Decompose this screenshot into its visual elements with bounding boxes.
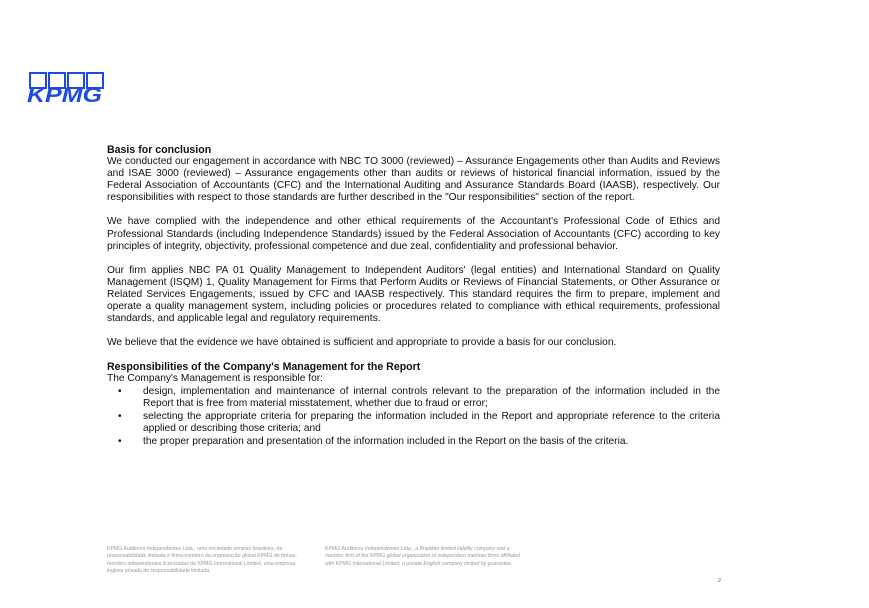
list-item — [107, 386, 720, 410]
section-heading-basis: Basis for conclusion — [107, 144, 212, 156]
bullet-icon: • — [118, 435, 122, 447]
bullet-icon: • — [118, 385, 122, 397]
bullet-icon: • — [118, 410, 122, 422]
responsibilities-intro: The Company's Management is responsible for: — [107, 373, 323, 385]
list-item-text: the proper preparation and presentation of the information included in the Report on the basis of the criteria. — [143, 435, 629, 447]
paragraph-independence: We have complied with the independence and other ethical requirements of the Accountant's Professional Code of Ethics and Professional Standards (including Independence Standards) issued by the Federal Association of Accountants (CFC) according to key principles of integrity, objectivity, professional competence and due zeal, confidentiality and professional behavior. — [107, 216, 720, 252]
paragraph-engagement: We conducted our engagement in accordance with NBC TO 3000 (reviewed) – Assurance Engagements other than Audits and Reviews and ISAE 3000 (reviewed) – Assurance engagements other than audits or reviews of historical financial information, issued by the Federal Association of Accountants (CFC) and the International Auditing and Assurance Standards Board (IAASB), respectively. Our responsibilities with respect to those standards are further described in the "Our responsibilities" section of the report. — [107, 156, 720, 204]
list-item-text: design, implementation and maintenance of internal controls relevant to the preparation of the information included in the Report that is free from material misstatement, whether due to fraud or error; — [143, 385, 720, 409]
footer-legal-english: KPMG Auditores Independentes Ltda., a Brazilian limited liability company and a member firm of the KPMG global organization of independent member firms affiliated with KPMG International Limited, a private English company limited by guarantee. — [325, 546, 520, 567]
section-heading-responsibilities: Responsibilities of the Company's Management for the Report — [107, 361, 421, 374]
kpmg-logo-text: KPMG — [27, 84, 102, 104]
paragraph-evidence: We believe that the evidence we have obtained is sufficient and appropriate to provide a basis for our conclusion. — [107, 337, 617, 349]
list-item — [107, 436, 720, 448]
responsibilities-list — [107, 386, 720, 448]
report-body — [107, 144, 720, 449]
kpmg-logo — [26, 72, 106, 104]
footer-legal-portuguese: KPMG Auditores Independentes Ltda., uma sociedade simples brasileira, de responsabilidade limitada e firma-membro da organização global KPMG de firmas-membro independentes licenciadas da KPMG International Limited, uma empresa inglesa privada de responsabilidade limitada. — [107, 546, 298, 575]
page-number: 2 — [717, 578, 721, 584]
list-item — [107, 411, 720, 435]
paragraph-quality-management: Our firm applies NBC PA 01 Quality Management to Independent Auditors' (legal entities) and International Standard on Quality Management (ISQM) 1, Quality Management for Firms that Perform Audits or Reviews of Financial Statements, or Other Assurance or Related Services Engagements, issued by CFC and IAASB respectively. This standard requires the firm to prepare, implement and operate a quality management system, including policies or procedures related to compliance with ethical requirements, professional standards, and applicable legal and regulatory requirements. — [107, 264, 720, 325]
list-item-text: selecting the appropriate criteria for preparing the information included in the Report and appropriate reference to the criteria applied or describing those criteria; and — [143, 410, 720, 434]
